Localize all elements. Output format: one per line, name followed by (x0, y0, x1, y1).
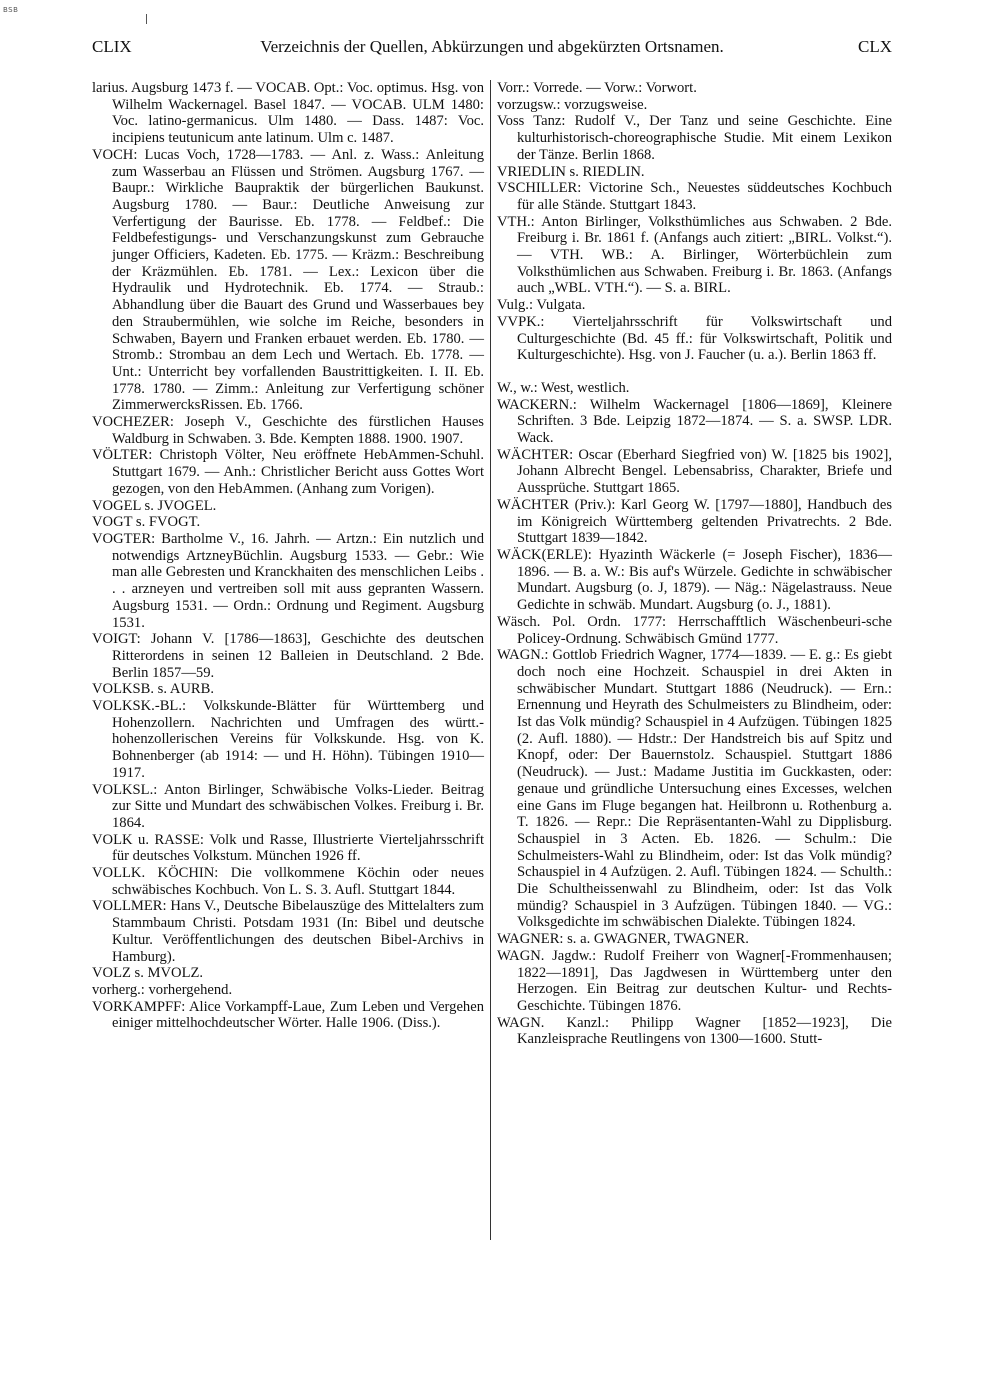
page-header (92, 33, 892, 59)
page-number-right: CLX (858, 37, 892, 56)
entry-waechter-priv: WÄCHTER (Priv.): Karl Georg W. [1797—1880], Handbuch des im Königreich Württemberg geltenden Privatrechts. 2 Bde. Stuttgart 1839—1842. (497, 496, 892, 547)
entry-volz: VOLZ s. MVOLZ. (92, 965, 204, 982)
page-number-left: CLIX (92, 37, 132, 56)
entry-volksk-bl: VOLKSK.-BL.: Volkskunde-Blätter für Württemberg und Hohenzollern. Nachrichten und Umfragen des württ.-hohenzollerischen Vereins für Volkskunde. Hsg. von K. Bohnenberger (ab 1914: — und H. Höhn). Tübingen 1910—1917. (92, 698, 484, 781)
entry-voelter: VÖLTER: Christoph Völter, Neu eröffnete HebAmmen-Schuhl. Stuttgart 1679. — Anh.: Christlicher Bericht auss Gottes Wort gezogen, von den HebAmmen. (Anhang zum Vorigen). (92, 447, 484, 497)
entry-vvpk: VVPK.: Vierteljahrsschrift für Volkswirtschaft und Culturgeschichte (Bd. 45 ff.: für Volkswirtschaft, Politik und Kulturgeschichte). Hsg. von J. Faucher (u. a.). Berlin 1863 ff. (497, 313, 892, 364)
entry-vulg: Vulg.: Vulgata. (497, 297, 586, 314)
entry-wagner: WAGNER: s. a. GWAGNER, TWAGNER. (497, 931, 749, 948)
entry-waeck: WÄCK(ERLE): Hyazinth Wäckerle (= Joseph Fischer), 1836—1896. — B. a. W.: Bis auf's Würzele. Gedichte in schwäbischer Mundart. Augsburg (o. J, 1879). — Näg.: Nägelastrauss. Neue Gedichte in schwäb. Mundart. Augsburg (o. J., 1881). (497, 546, 892, 614)
entry-vocab: larius. Augsburg 1473 f. — VOCAB. Opt.: Voc. optimus. Hsg. von Wilhelm Wackernagel. Basel 1847. — VOCAB. ULM 1480: Voc. latino-germanicus. Ulm 1480. — Dass. 1487: Voc. incipiens teutunicum ante latinum. Ulm c. 1487. (92, 80, 484, 147)
entry-waechter: WÄCHTER: Oscar (Eberhard Siegfried von) W. [1825 bis 1902], Johann Albrecht Bengel. Lebensabriss, Charakter, Briefe und Aussprüche. Stuttgart 1865. (497, 446, 892, 497)
entry-wackern: WACKERN.: Wilhelm Wackernagel [1806—1869], Kleinere Schriften. 3 Bde. Leipzig 1872—1874. — S. a. SWSP. LDR. Wack. (497, 396, 892, 447)
scan-mark (146, 14, 147, 24)
left-column (92, 80, 484, 1032)
entry-waesch-pol-ordn: Wäsch. Pol. Ordn. 1777: Herrschafftlich Wäschenbeuri-sche Policey-Ordnung. Schwäbisch Gmünd 1777. (497, 613, 892, 647)
entry-vollk-koechin: VOLLK. KÖCHIN: Die vollkommene Köchin oder neues schwäbisches Kochbuch. Von L. S. 3. Aufl. Stuttgart 1844. (92, 865, 484, 898)
entry-voch: VOCH: Lucas Voch, 1728—1783. — Anl. z. Wass.: Anleitung zum Wasserbau an Flüssen und Strömen. Augsburg 1767. — Baupr.: Wirkliche Baupraktik der bürgerlichen Baukunst. Augsburg 1780. — Baur.: Deutliche Anweisung zur Verfertigung der Baurisse. Eb. 1778. — Feldbef.: Die Feldbefestigungs- und Verschanzungskunst zum Gebrauche junger Officiers, Kadeten. Eb. 1775. — Kräzm.: Beschreibung der Kräzmühlen. Eb. 1781. — Lex.: Lexicon über die Hydraulik und Hydrotechnik. Eb. 1774. — Straub.: Abhandlung über die Bauart des Grund und Wasserbaues bey den Straubermühlen, wie solche im Reiche, besonders in Schwaben, Bayern und Franken erbauet werden. Eb. 1780. — Stromb.: Strombau an dem Lech und Wertach. Eb. 1778. — Unt.: Unterricht bey vorfallenden Baustrittigkeiten. I. II. Eb. 1778. 1780. — Zimm.: Anleitung zur Verfertigung schöner ZimmerwercksRissen. Eb. 1766. (92, 146, 484, 414)
library-watermark: BSB (3, 6, 19, 14)
right-column (497, 80, 892, 1048)
entry-vochezer: VOCHEZER: Joseph V., Geschichte des fürstlichen Hauses Waldburg in Schwaben. 3. Bde. Kempten 1888. 1900. 1907. (92, 414, 484, 447)
entry-wagn: WAGN.: Gottlob Friedrich Wagner, 1774—1839. — E. g.: Es giebt doch noch eine Hochzeit. Schauspiel in drei Akten in schwäbischer Mundart. Stuttgart 1886 (Neudruck). — Ern.: Ernennung und Heyrath des Schulmeisters zu Blindheim, oder: Ist das Volk mündig? Schauspiel in 4 Aufzügen. Tübingen 1825 (2. Aufl. 1880). — Hdstr.: Der Handstreich bis auf Spitz und Knopf, oder: Der Bauernstolz. Schauspiel. Stuttgart 1886 (Neudruck). — Just.: Madame Justitia im Guckkasten, oder: genaue und gründliche Untersuchung eines Excesses, welchen eine Gans im Fluge begangen hat. Heilbronn u. Rothenburg a. T. 1826. — Repr.: Die Repräsentanten-Wahl zu Dipplisburg. Schauspiel in 3 Acten. Eb. 1826. — Schulm.: Die Schulmeisters-Wahl zu Blindheim, oder: Ist das Volk mündig? Schauspiel in 4 Aufzügen. 2. Aufl. Tübingen 1824. — Schulth.: Die Schultheissenwahl zu Blindheim, oder: Ist das Volk mündig? Schauspiel in 3 Aufzügen. Tübingen 1840. — VG.: Volksgedichte im schwäbischen Dialekte. Tübingen 1824. (497, 647, 892, 931)
entry-vogel: VOGEL s. JVOGEL. (92, 497, 217, 514)
column-divider (490, 80, 491, 1240)
entry-voigt: VOIGT: Johann V. [1786—1863], Geschichte des deutschen Ritterordens in seinen 12 Balleien in Deutschland. 2 Bde. Berlin 1857—59. (92, 631, 484, 681)
entry-vriedlin: VRIEDLIN s. RIEDLIN. (497, 163, 645, 180)
entry-voss-tanz: Voss Tanz: Rudolf V., Der Tanz und seine Geschichte. Eine kulturhistorisch-choreographische Studie. Mit einem Lexikon der Tänze. Berlin 1868. (497, 113, 892, 163)
entry-vorherg: vorherg.: vorhergehend. (92, 981, 233, 998)
entry-vogter: VOGTER: Bartholme V., 16. Jahrh. — Artzn.: Ein nutzlich und notwendigs ArtzneyBüchlin. Augsburg 1533. — Gebr.: Wie man alle Gebresten und Kranckhaiten des menschlichen Leibs . . . arzneyen und vertreiben soll mit auss gepranten Wassern. Augsburg 1531. — Ordn.: Ordnung und Regiment. Augsburg 1531. (92, 530, 484, 631)
entry-volksb: VOLKSB. s. AURB. (92, 681, 215, 698)
entry-vollmer: VOLLMER: Hans V., Deutsche Bibelauszüge des Mittelalters zum Stammbaum Christi. Potsdam 1931 (In: Bibel und deutsche Kultur. Veröffentlichungen des deutschen Bibel-Archivs in Hamburg). (92, 898, 484, 965)
entry-w: W., w.: West, westlich. (497, 379, 630, 396)
running-title: Verzeichnis der Quellen, Abkürzungen und abgekürzten Ortsnamen. (260, 37, 724, 56)
entry-volk-u-rasse: VOLK u. RASSE: Volk und Rasse, Illustrierte Vierteljahrsschrift für deutsches Volkstum. München 1926 ff. (92, 831, 484, 865)
entry-vschiller: VSCHILLER: Victorine Sch., Neuestes süddeutsches Kochbuch für alle Stände. Stuttgart 1843. (497, 180, 892, 213)
entry-vth: VTH.: Anton Birlinger, Volksthümliches aus Schwaben. 2 Bde. Freiburg i. Br. 1861 f. (Anfangs auch zitiert: „BIRL. Volkst.“). — VTH. WB.: A. Birlinger, Wörterbüchlein zum Volksthümlichen aus Schwaben. Freiburg i. Br. 1863. (Anfangs auch „WBL. VTH.“). — S. a. BIRL. (497, 213, 892, 297)
entry-wagn-kanzl: WAGN. Kanzl.: Philipp Wagner [1852—1923], Die Kanzleisprache Reutlingens von 1300—1600. Stutt- (497, 1014, 892, 1048)
entry-vorr: Vorr.: Vorrede. — Vorw.: Vorwort. (497, 80, 697, 96)
entry-wagn-jagdw: WAGN. Jagdw.: Rudolf Freiherr von Wagner[-Frommenhausen; 1822—1891], Das Jagdwesen in Württemberg unter den Herzogen. Ein Beitrag zur deutschen Kultur- und Rechts-Geschichte. Tübingen 1876. (497, 947, 892, 1014)
entry-vorzugsw: vorzugsw.: vorzugsweise. (497, 96, 648, 113)
entry-vorkampff: VORKAMPFF: Alice Vorkampff-Laue, Zum Leben und Vergehen einiger mittelhochdeutscher Wörter. Halle 1906. (Diss.). (92, 998, 484, 1032)
entry-vogt: VOGT s. FVOGT. (92, 514, 201, 531)
entry-volksl: VOLKSL.: Anton Birlinger, Schwäbische Volks-Lieder. Beitrag zur Sitte und Mundart des schwäbischen Volkes. Freiburg i. Br. 1864. (92, 781, 484, 831)
